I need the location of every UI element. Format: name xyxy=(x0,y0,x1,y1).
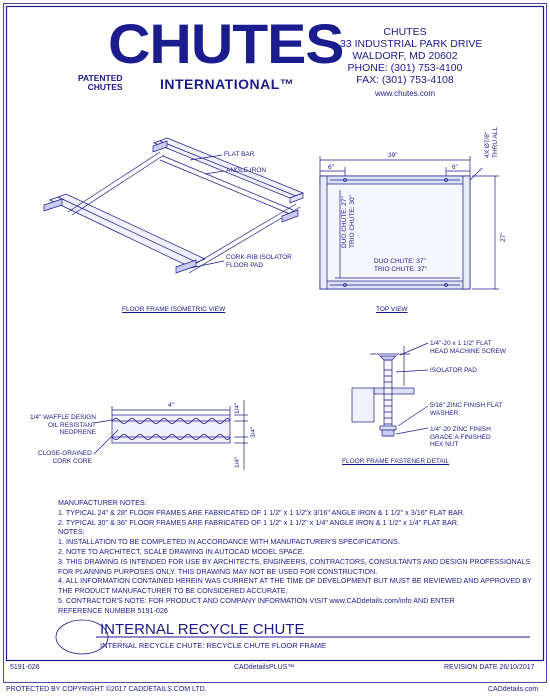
revision-date: REVISION DATE 26/10/2017 xyxy=(444,664,535,671)
label-screw-line2: HEAD MACHINE SCREW xyxy=(430,347,506,355)
dim-pad-top: 1/4" xyxy=(234,402,241,414)
label-cork-core-line1: CLOSE-GRAINED xyxy=(38,450,92,457)
label-washer xyxy=(430,402,502,417)
general-note: REFERENCE NUMBER 5191-026 xyxy=(58,605,168,615)
dim-overall-width: 39" xyxy=(388,152,398,159)
label-nut xyxy=(430,426,491,449)
general-note: THE PRODUCT MANUFACTURER TO BE CONSIDERED ACCURATE. xyxy=(58,586,288,596)
general-notes-heading: NOTES: xyxy=(58,527,85,537)
drawing-title: INTERNAL RECYCLE CHUTE xyxy=(100,621,305,638)
isometric-view xyxy=(44,138,303,273)
general-note: 2. NOTE TO ARCHITECT, SCALE DRAWING IN AUTOCAD MODEL SPACE. xyxy=(58,546,305,556)
general-note: FOR PLANNING PURPOSES ONLY. THIS DRAWING MAY NOT BE USED FOR CONSTRUCTION. xyxy=(58,566,378,576)
company-website[interactable]: www.chutes.com xyxy=(374,89,436,98)
label-screw-line1: 1/4"-20 x 1 1/2" FLAT xyxy=(430,340,492,347)
dim-inner-vertical xyxy=(341,195,356,248)
dim-pad-middle: 3/4" xyxy=(250,426,257,438)
company-fax: FAX: (301) 753-4108 xyxy=(356,74,454,86)
label-screw xyxy=(430,340,506,355)
drawing-subtitle: INTERNAL RECYCLE CHUTE: RECYCLE CHUTE FLOOR FRAME xyxy=(100,641,327,650)
pad-detail xyxy=(94,400,248,470)
notes-block xyxy=(58,498,532,616)
label-waffle-line3: NEOPRENE xyxy=(59,429,96,436)
dim-pad-bottom: 1/4" xyxy=(234,456,241,468)
dim-height: 27" xyxy=(500,232,507,242)
logo-patented-line2: CHUTES xyxy=(87,82,123,92)
manufacturer-note: 2. TYPICAL 30" & 36" FLOOR FRAMES ARE FABRICATED OF 1 1/2" x 1 1/2" x 1/4" ANGLE IRON & 1 1/2" x 1/4" FLAT BAR. xyxy=(58,517,459,527)
drawing-number: 5191-026 xyxy=(10,664,40,671)
dim-holes-line2: THRU ALL xyxy=(491,126,499,158)
label-washer-line1: 5/16" ZINC FINISH FLAT xyxy=(430,402,503,409)
caption-fastener: FLOOR FRAME FASTENER DETAIL xyxy=(342,458,450,465)
label-cork-pad xyxy=(226,254,292,269)
fastener-detail xyxy=(352,343,428,436)
dim-inner-vertical-line1: DUO CHUTE: 27" xyxy=(341,196,348,248)
dim-inner-horizontal-line2: TRIO CHUTE: 37" xyxy=(374,265,427,273)
logo-patented-line1: PATENTED xyxy=(78,73,123,83)
dim-holes-line1: 4X Ø7/8" xyxy=(484,131,491,158)
general-note: 5. CONTRACTOR'S NOTE: FOR PRODUCT AND COMPANY INFORMATION VISIT www.CADdetails.com/info AND ENTER xyxy=(58,595,455,605)
copyright: PROTECTED BY COPYRIGHT ©2017 CADDETAILS.COM LTD. xyxy=(6,686,207,693)
label-angle-iron: ANGLE IRON xyxy=(226,167,267,174)
label-waffle xyxy=(30,414,96,437)
label-nut-line3: HEX NUT xyxy=(430,441,459,448)
label-cork-core xyxy=(38,450,92,465)
label-cork-core-line2: CORK CORE xyxy=(52,457,92,465)
caption-isometric: FLOOR FRAME ISOMETRIC VIEW xyxy=(122,306,226,313)
manufacturer-note: 1. TYPICAL 24" & 28" FLOOR FRAMES ARE FABRICATED OF 1 1/2" x 1 1/2"x 3/16" ANGLE IRON & 1 1/2" x 3/16" FLAT BAR. xyxy=(58,507,465,517)
label-nut-line1: 1/4"-20 ZINC FINISH xyxy=(430,426,491,433)
dim-inner-horizontal xyxy=(374,258,427,273)
dim-right: 6" xyxy=(452,164,458,171)
dim-holes xyxy=(484,127,499,158)
label-cork-pad-line2: FLOOR PAD xyxy=(226,261,264,269)
general-note: 1. INSTALLATION TO BE COMPLETED IN ACCORDANCE WITH MANUFACTURER'S SPECIFICATIONS. xyxy=(58,537,400,547)
label-waffle-line1: 1/4" WAFFLE DESIGN xyxy=(30,414,96,421)
dim-pad-width: 4" xyxy=(168,402,174,409)
caddetails-link[interactable]: CADdetails.com xyxy=(488,686,539,693)
label-cork-pad-line1: CORK-RIB ISOLATOR xyxy=(226,254,292,261)
label-isolator-pad: ISOLATOR PAD xyxy=(430,367,477,374)
logo-patented xyxy=(78,74,123,92)
manufacturer-notes-heading: MANUFACTURER NOTES: xyxy=(58,498,147,507)
company-address1: 33 INDUSTRIAL PARK DRIVE xyxy=(340,38,483,50)
general-note: 4. ALL INFORMATION CONTAINED HEREIN WAS CURRENT AT THE TIME OF DEVELOPMENT BUT MUST BE REVIEWED AND APPROVED BY xyxy=(58,576,532,586)
caption-top-view: TOP VIEW xyxy=(376,306,408,313)
company-name: CHUTES xyxy=(383,26,427,38)
dim-inner-horizontal-line1: DUO CHUTE: 37" xyxy=(374,258,426,265)
company-info xyxy=(340,26,483,100)
dim-left: 6" xyxy=(328,164,334,171)
label-waffle-line2: OIL RESISTANT xyxy=(47,421,96,429)
logo-international: INTERNATIONAL™ xyxy=(160,76,295,92)
company-phone: PHONE: (301) 753-4100 xyxy=(347,62,463,74)
company-address2: WALDORF, MD 20602 xyxy=(352,50,458,62)
label-nut-line2: GRADE A FINISHED xyxy=(430,433,491,441)
general-note: 3. THIS DRAWING IS INTENDED FOR USE BY ARCHITECTS, ENGINEERS, CONTRACTORS, CONSULTANTS AND DESIGN PROFESSIONALS xyxy=(58,556,531,566)
label-washer-line2: WASHER xyxy=(430,409,459,417)
chutes-logo: CHUTES xyxy=(108,12,344,75)
label-flat-bar: FLAT BAR xyxy=(224,151,255,158)
dim-inner-vertical-line2: TRIO CHUTE: 30" xyxy=(348,195,356,248)
cadplus-mark: CADdetailsPLUS™ xyxy=(234,664,295,671)
